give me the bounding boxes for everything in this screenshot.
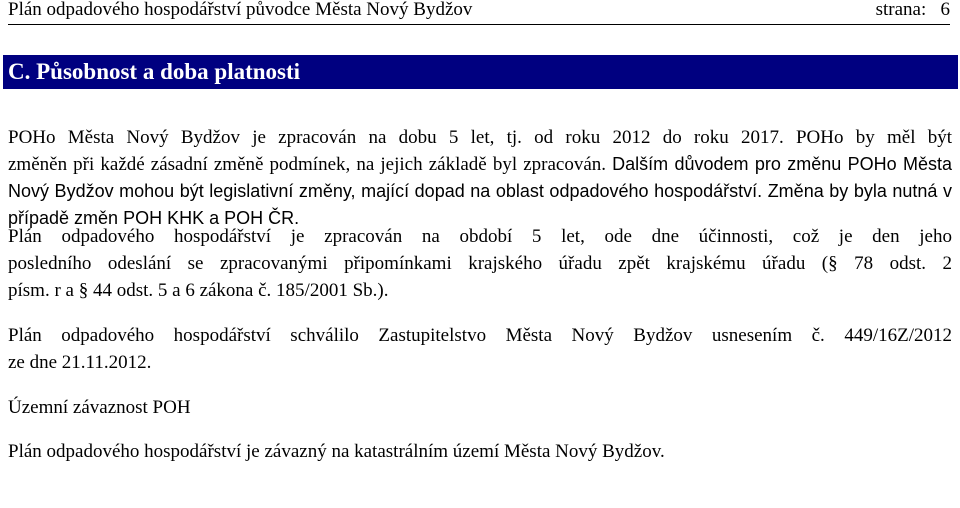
text-line: posledního odeslání se zpracovanými připomínkami krajského úřadu zpět krajskému úřadu (§ 78 odst. 2 [8,253,952,274]
paragraph-territorial-scope [8,438,952,465]
text-line-part: změněn při každé zásadní změně podmínek, na jejich základě byl zpracován. [8,154,613,175]
page-number-label [876,0,950,20]
paragraph-approval [8,322,952,376]
text-line: ze dne 21.11.2012. [8,352,152,373]
page-number: 6 [940,0,950,20]
document-body [8,124,952,465]
text-line: písm. r a § 44 odst. 5 a 6 zákona č. 185/2001 Sb.). [8,280,389,301]
page-label-text: strana: [875,0,927,20]
text-line: Plán odpadového hospodářství je závazný na katastrálním území Města Nový Bydžov. [8,441,665,462]
text-line: Plán odpadového hospodářství je zpracován na období 5 let, ode dne účinnosti, což je den jeho [8,226,952,247]
section-title: C. Působnost a doba platnosti [8,59,301,84]
page-header [8,0,950,25]
subheading-territorial-scope [8,394,952,421]
text-line-part: Dalším důvodem pro změnu POHo Města Nový Bydžov mohou být legislativní změny, mající dopad na oblast odpadového hospodářství. Změna by byla nutná v případě změn POH KHK a POH ČR. [8,154,952,228]
paragraph-processing-period [8,223,952,304]
section-heading [3,55,958,89]
document-title: Plán odpadového hospodářství původce Města Nový Bydžov [8,0,473,20]
text-line: POHo Města Nový Bydžov je zpracován na dobu 5 let, tj. od roku 2012 do roku 2017. POHo by měl být [8,127,952,148]
text-line: Územní závaznost POH [8,397,191,418]
text-line: Plán odpadového hospodářství schválilo Zastupitelstvo Města Nový Bydžov usnesením č. 449/16Z/2012 [8,325,952,346]
